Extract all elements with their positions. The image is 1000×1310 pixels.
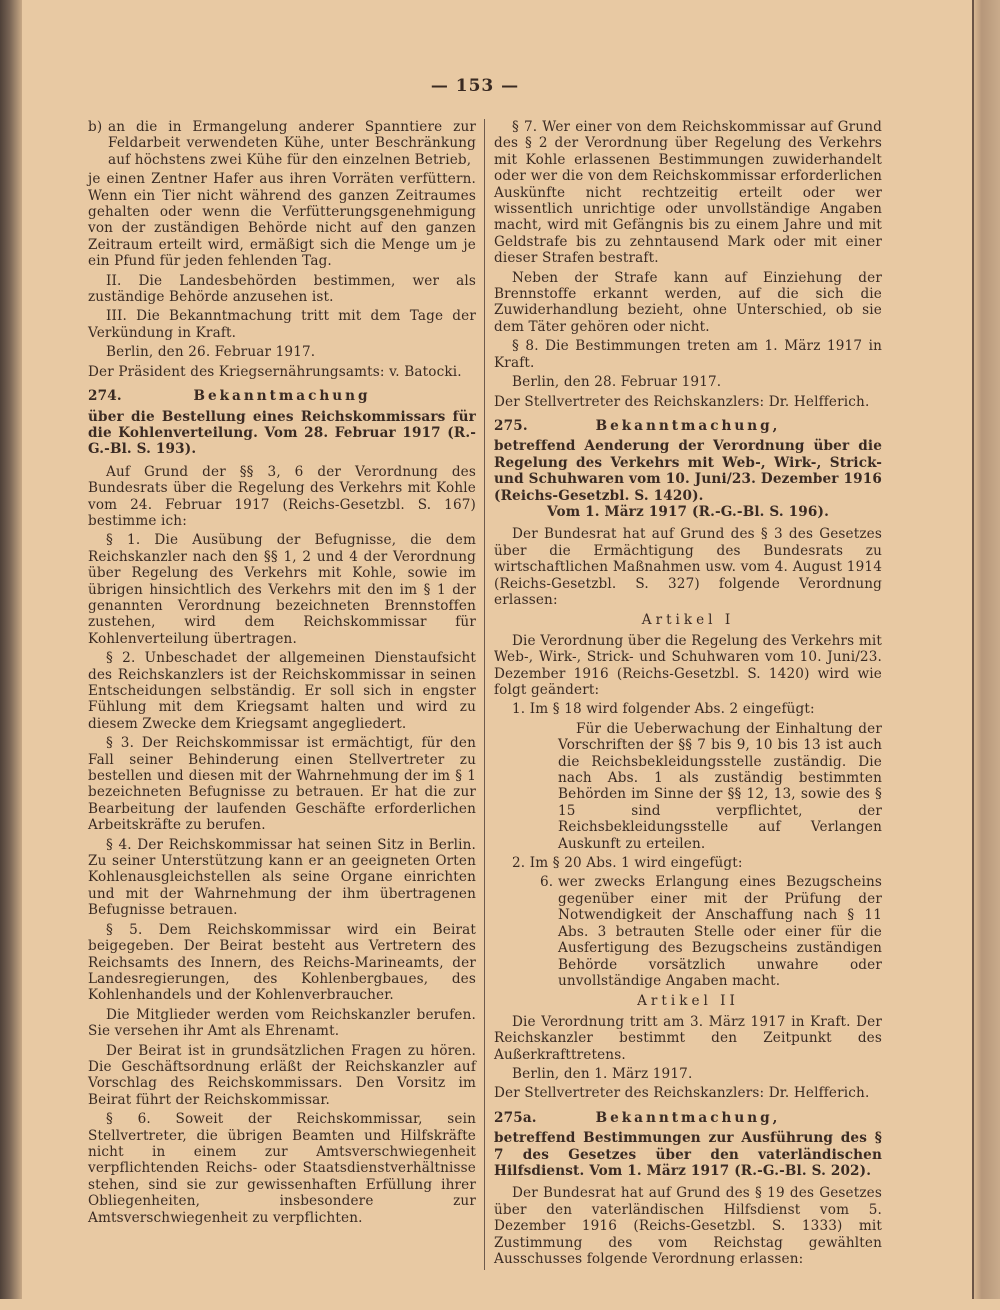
paragraph: Neben der Strafe kann auf Einziehung der Brennstoffe erkannt werden, auf die sich die Zuwiderhandlung bezieht, ohne Unterschied, ob sie dem Täter gehören oder nicht.	[494, 269, 882, 335]
left-column	[88, 119, 484, 1229]
amendment-item: 2. Im § 20 Abs. 1 wird eingefügt:	[512, 855, 743, 872]
paragraph: je einen Zentner Hafer aus ihren Vorräten verfüttern. Wenn ein Tier nicht während des ganzen Zeitraumes gehalten oder wenn die Verfütterungsgenehmigung von der zuständigen Behörde nicht auf den ganzen Zeitraum erteilt wird, ermäßigt sich die Menge um je ein Pfund für jeden fehlenden Tag.	[88, 171, 476, 270]
paragraph: Der Bundesrat hat auf Grund des § 3 des Gesetzes über die Ermächtigung des Bundesrats zu wirtschaftlichen Maßnahmen usw. vom 4. August 1914 (Reichs-Gesetzbl. S. 327) folgende Verordnung erlassen:	[494, 526, 882, 608]
paragraph: II. Die Landesbehörden bestimmen, wer als zuständige Behörde anzusehen ist.	[88, 272, 476, 306]
signature-line: Der Präsident des Kriegsernährungsamts: v. Batocki.	[88, 363, 462, 380]
section-title: Bekanntmachung,	[595, 1109, 781, 1126]
section-number: 275.	[494, 417, 528, 434]
date-line: Berlin, den 26. Februar 1917.	[106, 344, 316, 361]
amendment-item: 1. Im § 18 wird folgender Abs. 2 eingefügt:	[512, 701, 815, 718]
paragraph: Die Mitglieder werden vom Reichskanzler berufen. Sie versehen ihr Amt als Ehrenamt.	[88, 1006, 476, 1040]
page-right-edge	[972, 0, 1000, 1299]
right-column	[485, 119, 882, 1270]
paragraph: III. Die Bekanntmachung tritt mit dem Tage der Verkündung in Kraft.	[88, 308, 476, 341]
article-heading: Artikel II	[637, 993, 739, 1010]
paragraph: Der Bundesrat hat auf Grund des § 19 des Gesetzes über den vaterländischen Hilfsdienst vom 5. Dezember 1916 (Reichs-Gesetzbl. S. 1333) mit Zustimmung des vom Reichstag gewählten Ausschusses folgende Verordnung erlassen:	[494, 1185, 882, 1267]
date-line: Berlin, den 1. März 1917.	[512, 1065, 693, 1082]
paragraph: § 8. Die Bestimmungen treten am 1. März 1917 in Kraft.	[494, 338, 882, 371]
date-line: Berlin, den 28. Februar 1917.	[512, 374, 722, 391]
section-heading-275	[494, 418, 882, 434]
paragraph: Die Verordnung über die Regelung des Verkehrs mit Web-, Wirk-, Strick- und Schuhwaren vom 10. Juni/23. Dezember 1916 (Reichs-Gesetzbl. S. 1420) wird wie folgt geändert:	[494, 632, 882, 698]
section-title: Bekanntmachung	[193, 388, 371, 405]
section-subtitle: betreffend Bestimmungen zur Ausführung des § 7 des Gesetzes über den vaterländischen Hilfsdienst. Vom 1. März 1917 (R.-G.-Bl. S. 202).	[494, 1130, 882, 1179]
list-label: b)	[88, 119, 103, 135]
list-item-b	[88, 119, 476, 168]
signature-line: Der Stellvertreter des Reichskanzlers: Dr. Helfferich.	[494, 1085, 870, 1102]
amendment-text: Für die Ueberwachung der Einhaltung der Vorschriften der §§ 7 bis 9, 10 bis 13 ist auch die Reichsbekleidungsstelle zuständig. Die nach Abs. 1 als zuständig bestimmten Behörden im Sinne der §§ 12, 13, sowie des § 15 sind verpflichtet, der Reichsbekleidungsstelle auf Verlangen Auskunft zu erteilen.	[558, 720, 882, 852]
article-heading: Artikel I	[641, 612, 735, 629]
section-title: Bekanntmachung,	[595, 417, 781, 434]
paragraph: Auf Grund der §§ 3, 6 der Verordnung des Bundesrats über die Regelung des Verkehrs mit Kohle vom 24. Februar 1917 (Reichs-Gesetzbl. S. 167) bestimme ich:	[88, 463, 476, 529]
paragraph: § 3. Der Reichskommissar ist ermächtigt, für den Fall seiner Behinderung einen Stellvertreter zu bestellen und diesen mit der Wahrnehmung der im § 1 bezeichneten Befugnisse zu betrauen. Er hat die zur Bearbeitung der laufenden Geschäfte erforderlichen Arbeitskräfte zu berufen.	[88, 735, 476, 834]
page-number: — 153 —	[430, 76, 520, 96]
section-subtitle: über die Bestellung eines Reichskommissars für die Kohlenverteilung. Vom 28. Februar 1917 (R.-G.-Bl. S. 193).	[88, 408, 476, 458]
subitem-label: 6.	[540, 874, 554, 891]
paragraph: § 5. Dem Reichskommissar wird ein Beirat beigegeben. Der Beirat besteht aus Vertretern des Reichsamts des Innern, des Reichs-Marineamts, der Landesregierungen, des Kohlenbergbaues, des Kohlenhandels und der Kohlenverbraucher.	[88, 921, 476, 1004]
signature-line: Der Stellvertreter des Reichskanzlers: Dr. Helfferich.	[494, 393, 870, 410]
subitem-text: wer zwecks Erlangung eines Bezugscheins gegenüber einer mit der Prüfung der Notwendigkeit der Anschaffung nach § 11 Abs. 3 betrauten Stelle oder einer für die Ausfertigung des Bezugscheins zuständigen Behörde vorsätzlich unwahre oder unvollständige Angaben macht.	[558, 874, 882, 989]
amendment-subitem	[540, 874, 882, 989]
two-column-body	[88, 119, 882, 1310]
section-date: Vom 1. März 1917 (R.-G.-Bl. S. 196).	[547, 503, 829, 520]
paragraph: § 4. Der Reichskommissar hat seinen Sitz in Berlin. Zu seiner Unterstützung kann er an geeigneten Orten Kohlenausgleichstellen als seine Organe einrichten und mit der Wahrnehmung der ihm übertragenen Befugnisse betrauen.	[88, 836, 476, 919]
list-text: an die in Ermangelung anderer Spanntiere zur Feldarbeit verwendeten Kühe, unter Beschränkung auf höchstens zwei Kühe für den einzelnen Betrieb,	[108, 119, 476, 168]
paragraph: § 2. Unbeschadet der allgemeinen Dienstaufsicht des Reichskanzlers ist der Reichskommissar in seinen Entscheidungen selbständig. Er soll sich in engster Fühlung mit dem Kriegsamt halten und wird zu diesem Zwecke dem Kriegsamt angegliedert.	[88, 650, 476, 732]
section-heading-274	[88, 388, 476, 404]
section-heading-275a	[494, 1110, 882, 1126]
section-number: 274.	[88, 388, 122, 405]
paragraph: § 7. Wer einer von dem Reichskommissar auf Grund des § 2 der Verordnung über Regelung des Verkehrs mit Kohle erlassenen Bestimmungen zuwiderhandelt oder wer die von dem Reichskommissar erforderlichen Auskünfte nicht rechtzeitig erteilt oder wer wissentlich unrichtige oder unvollständige Angaben macht, wird mit Gefängnis bis zu einem Jahre und mit Geldstrafe bis zu zehntausend Mark oder mit einer dieser Strafen bestraft.	[494, 119, 882, 267]
paragraph: Der Beirat ist in grundsätzlichen Fragen zu hören. Die Geschäftsordnung erläßt der Reichskanzler auf Vorschlag des Reichskommissars. Den Vorsitz im Beirat führt der Reichskommissar.	[88, 1042, 476, 1108]
paragraph: § 1. Die Ausübung der Befugnisse, die dem Reichskanzler nach den §§ 1, 2 und 4 der Verordnung über Regelung des Verkehrs mit Kohle, sowie im übrigen hinsichtlich des Verkehrs mit den im § 1 der genannten Verordnung bezeichneten Brennstoffen zustehen, wird dem Reichskommissar für Kohlenverteilung übertragen.	[88, 532, 476, 647]
section-number: 275a.	[494, 1109, 537, 1126]
section-subtitle: betreffend Aenderung der Verordnung über die Regelung des Verkehrs mit Web-, Wirk-, Strick- und Schuhwaren vom 10. Juni/23. Dezember 1916 (Reichs-Gesetzbl. S. 1420).	[494, 438, 882, 504]
paragraph: § 6. Soweit der Reichskommissar, sein Stellvertreter, die übrigen Beamten und Hilfskräfte nicht in einem zur Amtsverschwiegenheit verpflichtenden Reichs- oder Staatsdienstverhältnisse stehen, sind sie zur gewissenhaften Erfüllung ihrer Obliegenheiten, insbesondere zur Amtsverschwiegenheit zu verpflichten.	[88, 1111, 476, 1226]
book-binding-edge	[0, 0, 22, 1299]
paragraph: Die Verordnung tritt am 3. März 1917 in Kraft. Der Reichskanzler bestimmt den Zeitpunkt des Außerkrafttretens.	[494, 1013, 882, 1063]
